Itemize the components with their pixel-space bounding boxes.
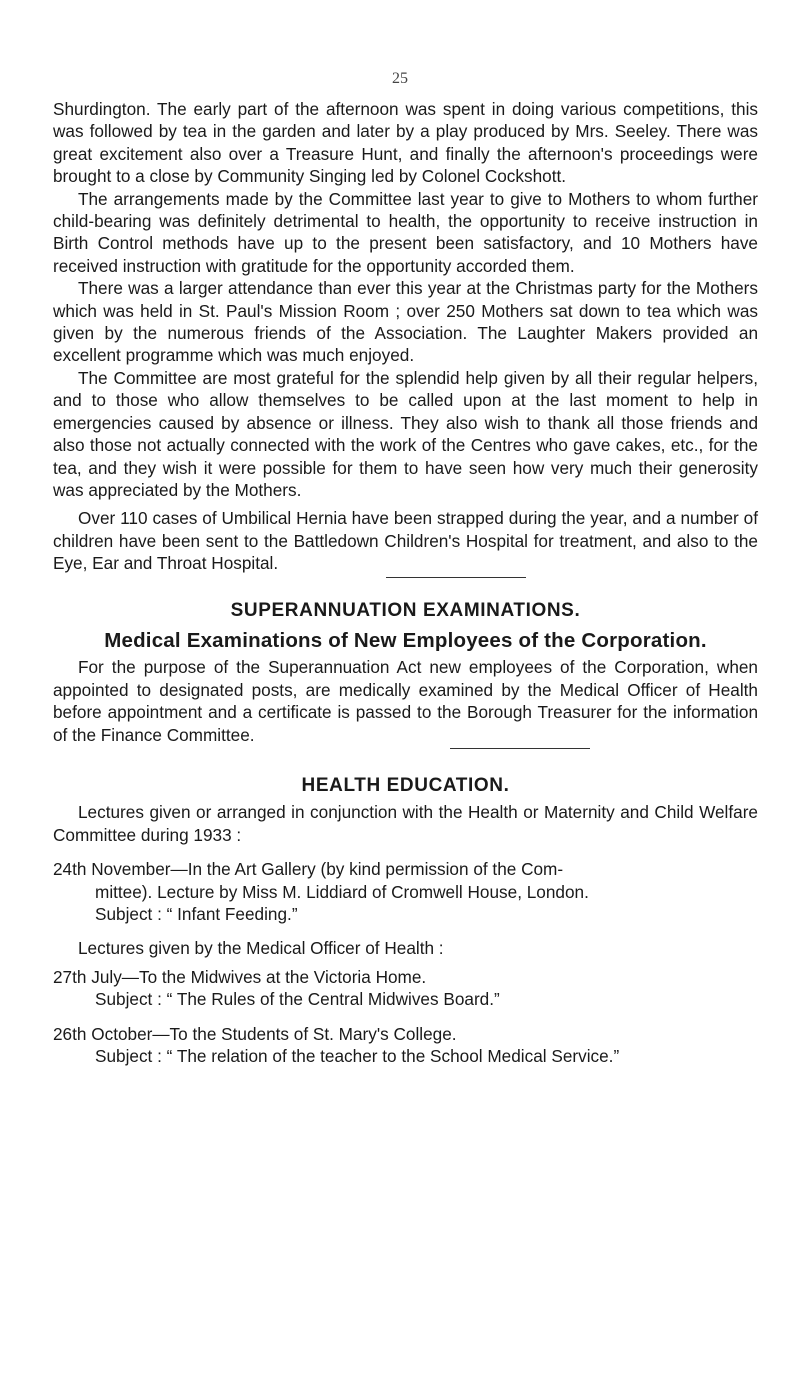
- paragraph-birth-control: The arrangements made by the Committee last year to give to Mothers to whom further child-bearing was definitely detrimental to health, the opportunity to receive instruction in Birth Control methods have up to the present been satisfactory, and 10 Mothers have received instruction with gratitude for the opportunity accorded them.: [53, 188, 758, 276]
- lecture-description: mittee). Lecture by Miss M. Liddiard of Cromwell House, London.: [95, 881, 589, 902]
- lecture-date-location: 26th October—To the Students of St. Mary's College.: [53, 1023, 457, 1044]
- lecture-subject: Subject : “ The Rules of the Central Midwives Board.”: [95, 989, 500, 1010]
- paragraph-christmas-party: There was a larger attendance than ever this year at the Christmas party for the Mothers which was held in St. Paul's Mission Room ; over 250 Mothers sat down to tea which was given by the numerous friends of the Association. The Laughter Makers provided an excellent programme which was much enjoyed.: [53, 278, 758, 366]
- paragraph-thanks: The Committee are most grateful for the splendid help given by all their regular helpers, and to those who allow themselves to be called upon at the last moment to help in emergencies caused by absence or illness. They also wish to thank all those friends and also those not actually connected with the work of the Centres who gave cakes, etc., for the tea, and they wish it were possible for them to have seen how very much their generosity was appreciated by the Mothers.: [53, 367, 758, 500]
- section-divider: [450, 748, 590, 749]
- lecture-subject: Subject : “ Infant Feeding.”: [95, 904, 298, 924]
- paragraph-umbilical-hernia: Over 110 cases of Umbilical Hernia have been strapped during the year, and a number of children have been sent to the Battledown Children's Hospital for treatment, and also to the Eye, Ear and Throat Hospital.: [53, 508, 758, 574]
- lecture-entry: [53, 1023, 758, 1068]
- page-number: 25: [392, 70, 408, 87]
- medical-examinations-subheading: Medical Examinations of New Employees of the Corporation.: [104, 628, 707, 652]
- lecture-date-location: 24th November—In the Art Gallery (by kind permission of the Com-: [53, 859, 564, 880]
- lecture-entry: [53, 966, 758, 1011]
- paragraph-superannuation: For the purpose of the Superannuation Act new employees of the Corporation, when appointed to designated posts, are medically examined by the Medical Officer of Health before appointment and a certificate is passed to the Borough Treasurer for the information of the Finance Committee.: [53, 657, 758, 745]
- lecture-entry: [53, 858, 758, 925]
- paragraph-moh-lectures: Lectures given by the Medical Officer of Health :: [78, 938, 444, 959]
- paragraph-lectures-intro: Lectures given or arranged in conjunction with the Health or Maternity and Child Welfare Committee during 1933 :: [53, 802, 758, 845]
- health-education-heading: HEALTH EDUCATION.: [301, 774, 510, 796]
- lecture-date-location: 27th July—To the Midwives at the Victoria Home.: [53, 966, 427, 987]
- section-divider: [386, 577, 526, 578]
- superannuation-heading: SUPERANNUATION EXAMINATIONS.: [230, 599, 581, 621]
- lecture-subject: Subject : “ The relation of the teacher to the School Medical Service.”: [95, 1046, 620, 1067]
- page-content: [53, 98, 758, 1067]
- paragraph-shurdington: Shurdington. The early part of the afternoon was spent in doing various competitions, this was followed by tea in the garden and later by a play produced by Mrs. Seeley. There was great excitement also over a Treasure Hunt, and finally the afternoon's proceedings were brought to a close by Community Singing led by Colonel Cockshott.: [53, 99, 758, 187]
